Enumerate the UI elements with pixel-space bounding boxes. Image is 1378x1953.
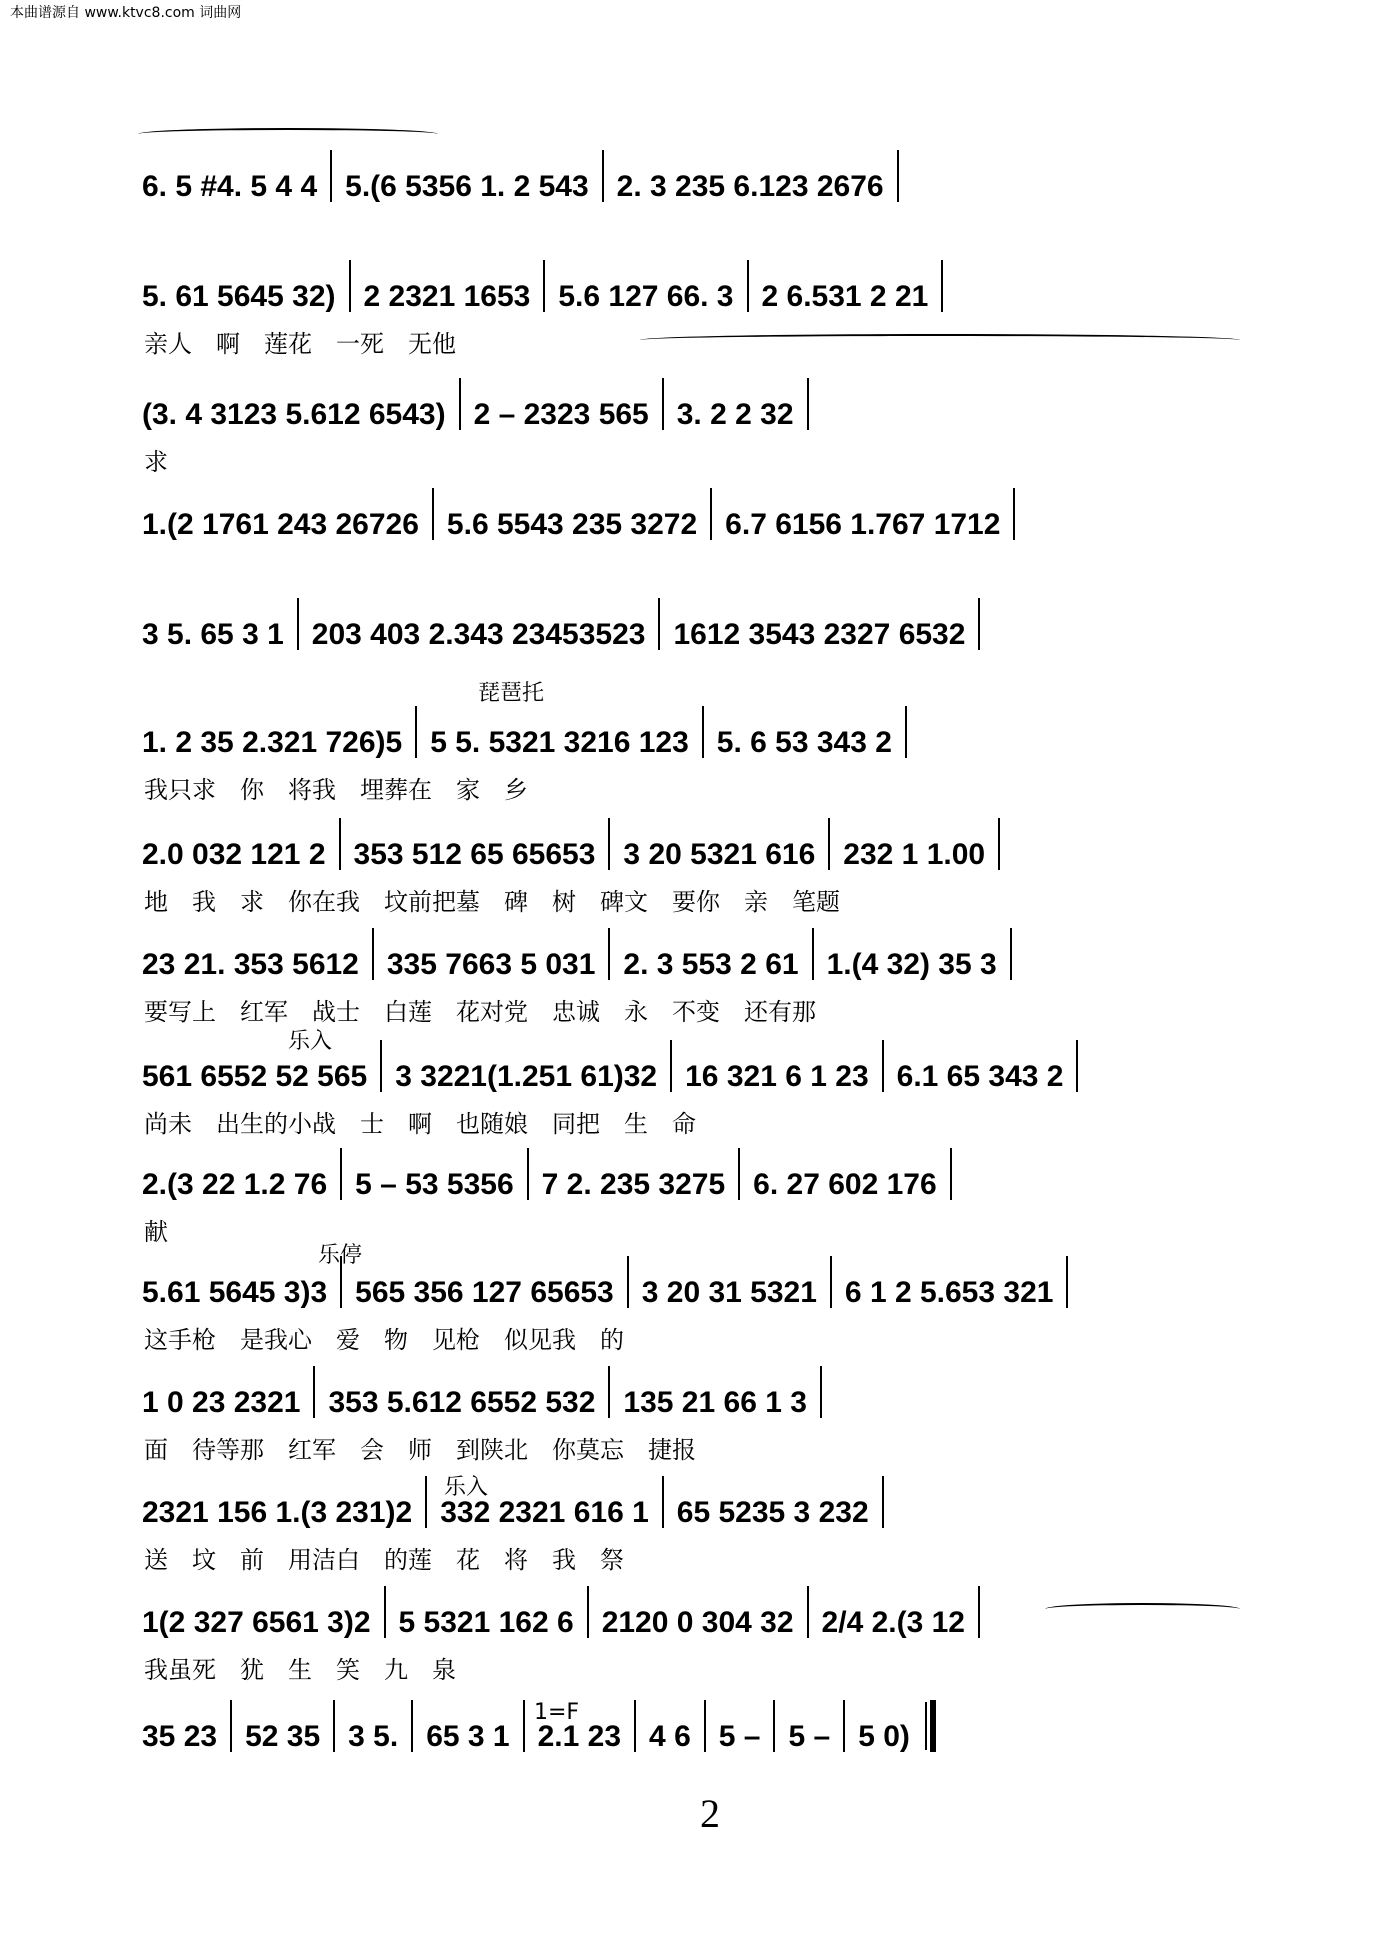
measure: 6.1 65 343 2	[896, 1060, 1064, 1093]
score-line	[132, 150, 1252, 202]
measure: 3 5. 65 3 1	[142, 618, 284, 651]
score-line	[132, 1366, 1252, 1465]
barline	[710, 488, 712, 540]
score-line	[132, 598, 1252, 650]
barline	[1066, 1256, 1068, 1308]
barline	[1076, 1040, 1078, 1092]
lyric-word: 亲	[744, 888, 768, 916]
annotation-music-in-2: 乐入	[444, 1475, 489, 1500]
notes-row	[132, 598, 1252, 650]
lyric-word: 埋葬在	[360, 776, 432, 804]
lyric-word: 地	[144, 888, 168, 916]
lyric-word: 笑	[336, 1656, 360, 1684]
measure: 1 0 23 2321	[142, 1386, 301, 1419]
measure: 335 7663 5 031	[386, 948, 596, 981]
lyric-word: 这手枪	[144, 1326, 216, 1354]
measure: 2. 3 235 6.123 2676	[616, 170, 884, 203]
score-line	[132, 1256, 1252, 1355]
measure: 1.(2 1761 243 26726	[142, 508, 419, 541]
notes-row	[132, 1148, 1252, 1200]
score-line	[132, 378, 1252, 477]
barline	[384, 1586, 386, 1638]
notes-row	[132, 150, 1252, 202]
barline	[998, 818, 1000, 870]
barline	[1010, 928, 1012, 980]
lyric-word: 我	[552, 1546, 576, 1574]
notes-row	[132, 488, 1252, 540]
lyric-word: 笔题	[792, 888, 840, 916]
lyric-word: 生	[288, 1656, 312, 1684]
barline	[425, 1476, 427, 1528]
lyric-word: 尚未	[144, 1110, 192, 1138]
measure: 5 5321 162 6	[398, 1606, 574, 1639]
annotation-music-in: 乐入	[288, 1029, 333, 1054]
lyric-word: 我虽死	[144, 1656, 216, 1684]
barline	[950, 1148, 952, 1200]
barline	[930, 1700, 936, 1752]
barline	[702, 706, 704, 758]
measure: 5.6 5543 235 3272	[446, 508, 698, 541]
barline	[349, 260, 351, 312]
measure: 2 2321 1653	[363, 280, 531, 313]
lyric-word: 的莲	[384, 1546, 432, 1574]
barline	[608, 928, 610, 980]
barline	[882, 1476, 884, 1528]
barline	[843, 1700, 845, 1752]
lyric-word: 到陕北	[456, 1436, 528, 1464]
barline	[747, 260, 749, 312]
lyric-word: 爱	[336, 1326, 360, 1354]
barline	[459, 378, 461, 430]
lyric-word: 物	[384, 1326, 408, 1354]
page-number: 2	[700, 1791, 720, 1836]
notes-row	[132, 706, 1252, 758]
lyric-word: 乡	[504, 776, 528, 804]
measure: 7 2. 235 3275	[541, 1168, 726, 1201]
measure: 2120 0 304 32	[601, 1606, 794, 1639]
measure: 3 5.	[348, 1720, 399, 1753]
measure: 2.0 032 121 2	[142, 838, 326, 871]
measure: 1. 2 35 2.321 726)5	[142, 726, 403, 759]
measure: 3. 2 2 32	[676, 398, 794, 431]
lyrics-row	[132, 882, 1252, 917]
measure: 1(2 327 6561 3)2	[142, 1606, 371, 1639]
score-line	[132, 488, 1252, 540]
measure: 2.1 23	[537, 1720, 622, 1753]
barline	[297, 598, 299, 650]
lyric-word: 忠诚	[552, 998, 600, 1026]
barline	[608, 1366, 610, 1418]
lyric-word: 将我	[288, 776, 336, 804]
measure: 5.61 5645 3)3	[142, 1276, 328, 1309]
lyric-word: 祭	[600, 1546, 624, 1574]
measure: 5 –	[718, 1720, 761, 1753]
lyric-word: 我	[192, 888, 216, 916]
barline	[313, 1366, 315, 1418]
measure: 3 20 31 5321	[641, 1276, 817, 1309]
measure: 6. 27 602 176	[753, 1168, 937, 1201]
lyric-word: 同把	[552, 1110, 600, 1138]
annotation-key-change: 1=F	[534, 1700, 580, 1725]
lyric-word: 碑文	[600, 888, 648, 916]
measure: 5.6 127 66. 3	[558, 280, 734, 313]
lyric-word: 犹	[240, 1656, 264, 1684]
barline	[627, 1256, 629, 1308]
barline	[523, 1700, 525, 1752]
lyric-word: 碑	[504, 888, 528, 916]
barline	[333, 1700, 335, 1752]
lyric-word: 九	[384, 1656, 408, 1684]
measure: 5. 61 5645 32)	[142, 280, 336, 313]
barline	[380, 1040, 382, 1092]
lyrics-row	[132, 442, 1252, 477]
lyric-word: 师	[408, 1436, 432, 1464]
lyric-word: 前	[240, 1546, 264, 1574]
measure: 4 6	[649, 1720, 691, 1753]
barline	[773, 1700, 775, 1752]
measure: 5 0)	[858, 1720, 910, 1753]
lyric-word: 啊	[408, 1110, 432, 1138]
notes-row	[132, 928, 1252, 980]
score-line	[132, 1476, 1252, 1575]
measure: 565 356 127 65653	[355, 1276, 614, 1309]
measure: 5 5. 5321 3216 123	[430, 726, 689, 759]
barline	[608, 818, 610, 870]
lyric-word: 泉	[432, 1656, 456, 1684]
lyric-word: 花对党	[456, 998, 528, 1026]
measure: 2/4 2.(3 12	[821, 1606, 965, 1639]
watermark: 本曲谱源自 www.ktvc8.com 词曲网	[10, 5, 242, 21]
lyrics-row	[132, 1650, 1252, 1685]
barline	[882, 1040, 884, 1092]
lyric-word: 你	[240, 776, 264, 804]
measure: 1612 3543 2327 6532	[673, 618, 966, 651]
barline	[634, 1700, 636, 1752]
barline	[670, 1040, 672, 1092]
measure: 35 23	[142, 1720, 218, 1753]
barline	[830, 1256, 832, 1308]
lyric-word: 会	[360, 1436, 384, 1464]
measure: 23 21. 353 5612	[142, 948, 359, 981]
lyric-word: 也随娘	[456, 1110, 528, 1138]
lyric-word: 送	[144, 1546, 168, 1574]
measure: 6 1 2 5.653 321	[844, 1276, 1054, 1309]
measure: 353 5.612 6552 532	[328, 1386, 596, 1419]
barline	[432, 488, 434, 540]
measure: 6.7 6156 1.767 1712	[725, 508, 1001, 541]
measure: 3 3221(1.251 61)32	[395, 1060, 658, 1093]
barline	[897, 150, 899, 202]
annotation-music-stop: 乐停	[318, 1243, 363, 1268]
lyric-word: 用洁白	[288, 1546, 360, 1574]
phrase-slur	[138, 128, 438, 140]
measure: 2321 156 1.(3 231)2	[142, 1496, 413, 1529]
barline	[658, 598, 660, 650]
barline	[527, 1148, 529, 1200]
barline	[905, 706, 907, 758]
lyric-word: 是我心	[240, 1326, 312, 1354]
lyric-word: 无他	[408, 330, 456, 358]
measure: (3. 4 3123 5.612 6543)	[142, 398, 446, 431]
notes-row	[132, 1366, 1252, 1418]
barline	[812, 928, 814, 980]
measure: 561 6552 52 565	[142, 1060, 368, 1093]
measure: 52 35	[245, 1720, 321, 1753]
notes-row	[132, 818, 1252, 870]
annotation-pipa: 琵琶托	[478, 681, 545, 706]
lyric-word: 待等那	[192, 1436, 264, 1464]
measure: 2 6.531 2 21	[761, 280, 929, 313]
notes-row	[132, 1476, 1252, 1528]
lyric-word: 白莲	[384, 998, 432, 1026]
measure: 65 3 1	[426, 1720, 510, 1753]
barline	[372, 928, 374, 980]
barline	[411, 1700, 413, 1752]
measure: 3 20 5321 616	[623, 838, 816, 871]
lyric-word: 求	[240, 888, 264, 916]
lyric-word: 的	[600, 1326, 624, 1354]
lyric-word: 坟	[192, 1546, 216, 1574]
measure: 332 2321 616 1	[440, 1496, 649, 1529]
lyrics-row	[132, 1104, 1252, 1139]
lyric-word: 莲花	[264, 330, 312, 358]
barline	[339, 818, 341, 870]
lyric-word: 献	[144, 1218, 168, 1246]
barline	[978, 598, 980, 650]
measure: 16 321 6 1 23	[685, 1060, 869, 1093]
barline	[704, 1700, 706, 1752]
barline	[662, 378, 664, 430]
lyric-word: 求	[144, 448, 168, 476]
lyric-word: 红军	[240, 998, 288, 1026]
measure: 5. 6 53 343 2	[716, 726, 892, 759]
phrase-slur	[640, 334, 1240, 346]
lyrics-row	[132, 1320, 1252, 1355]
barline	[1013, 488, 1015, 540]
measure: 5 – 53 5356	[355, 1168, 514, 1201]
lyric-word: 树	[552, 888, 576, 916]
lyric-word: 出生的小战	[216, 1110, 336, 1138]
lyric-word: 不变	[672, 998, 720, 1026]
measure: 2 – 2323 565	[473, 398, 649, 431]
lyrics-row	[132, 992, 1252, 1027]
score-line	[132, 1586, 1252, 1685]
lyric-word: 你莫忘	[552, 1436, 624, 1464]
barline	[738, 1148, 740, 1200]
lyrics-row	[132, 1430, 1252, 1465]
lyric-word: 红军	[288, 1436, 336, 1464]
lyric-word: 要写上	[144, 998, 216, 1026]
measure: 6. 5 #4. 5 4 4	[142, 170, 318, 203]
lyric-word: 坟前把墓	[384, 888, 480, 916]
barline	[340, 1148, 342, 1200]
lyrics-row	[132, 1540, 1252, 1575]
score-line	[132, 1700, 1252, 1752]
lyric-word: 啊	[216, 330, 240, 358]
notes-row	[132, 1700, 1252, 1752]
lyric-word: 似见我	[504, 1326, 576, 1354]
barline	[662, 1476, 664, 1528]
barline	[230, 1700, 232, 1752]
lyric-word: 家	[456, 776, 480, 804]
measure: 1.(4 32) 35 3	[826, 948, 997, 981]
barline	[602, 150, 604, 202]
barline	[807, 1586, 809, 1638]
barline	[978, 1586, 980, 1638]
lyric-word: 永	[624, 998, 648, 1026]
lyric-word: 一死	[336, 330, 384, 358]
lyric-word: 花	[456, 1546, 480, 1574]
measure: 5 –	[788, 1720, 831, 1753]
barline	[587, 1586, 589, 1638]
measure: 2. 3 553 2 61	[623, 948, 799, 981]
lyric-word: 我只求	[144, 776, 216, 804]
lyric-word: 面	[144, 1436, 168, 1464]
barline	[828, 818, 830, 870]
lyrics-row	[132, 1212, 1252, 1247]
measure: 232 1 1.00	[843, 838, 986, 871]
measure: 135 21 66 1 3	[623, 1386, 807, 1419]
score-line	[132, 706, 1252, 805]
lyric-word: 士	[360, 1110, 384, 1138]
lyric-word: 将	[504, 1546, 528, 1574]
barline	[415, 706, 417, 758]
lyrics-row	[132, 770, 1252, 805]
lyric-word: 你在我	[288, 888, 360, 916]
measure: 65 5235 3 232	[676, 1496, 869, 1529]
lyric-word: 还有那	[744, 998, 816, 1026]
barline	[543, 260, 545, 312]
measure: 5.(6 5356 1. 2 543	[345, 170, 589, 203]
notes-row	[132, 260, 1252, 312]
lyric-word: 亲人	[144, 330, 192, 358]
lyric-word: 见枪	[432, 1326, 480, 1354]
measure: 2.(3 22 1.2 76	[142, 1168, 328, 1201]
barline	[941, 260, 943, 312]
score-line	[132, 1148, 1252, 1247]
lyric-word: 命	[672, 1110, 696, 1138]
score-line	[132, 818, 1252, 917]
lyric-word: 要你	[672, 888, 720, 916]
measure: 353 512 65 65653	[353, 838, 596, 871]
barline	[820, 1366, 822, 1418]
lyric-word: 生	[624, 1110, 648, 1138]
phrase-slur	[1045, 1603, 1240, 1615]
measure: 203 403 2.343 23453523	[311, 618, 646, 651]
lyric-word: 捷报	[648, 1436, 696, 1464]
lyric-word: 战士	[312, 998, 360, 1026]
notes-row	[132, 1256, 1252, 1308]
barline	[330, 150, 332, 202]
score-line	[132, 928, 1252, 1027]
notes-row	[132, 378, 1252, 430]
barline	[807, 378, 809, 430]
